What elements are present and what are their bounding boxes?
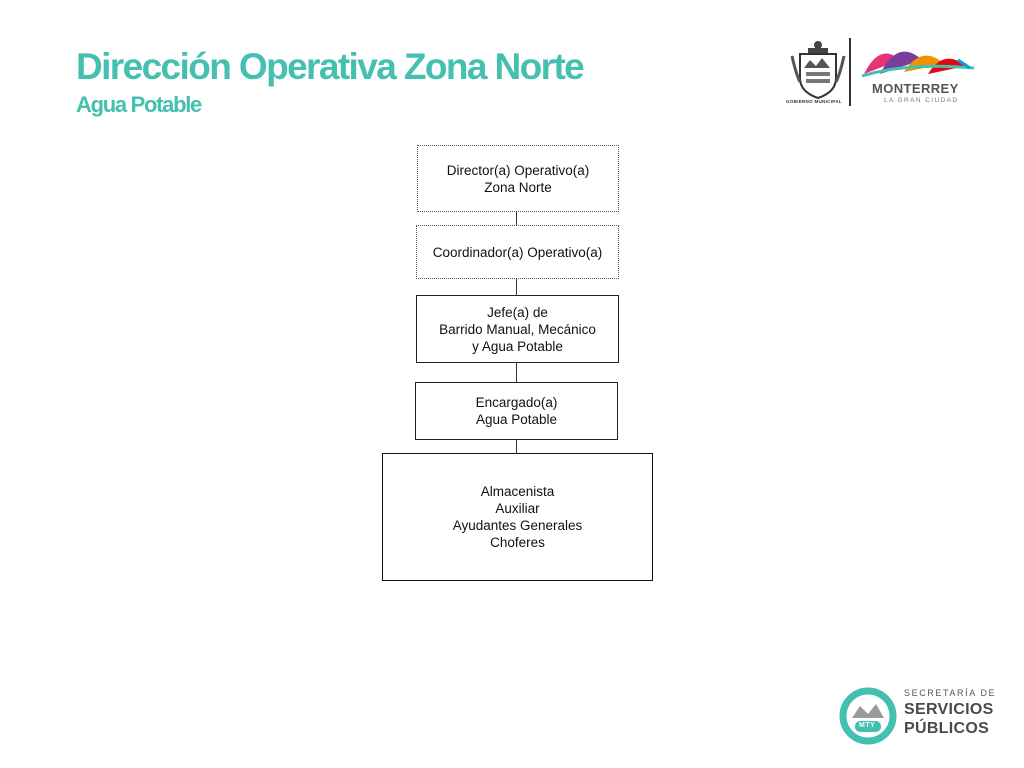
org-node-director	[417, 145, 619, 212]
servicios-label: SERVICIOS	[904, 701, 994, 718]
secretaria-label: SECRETARÍA DE	[904, 688, 997, 698]
org-node-encargado	[415, 382, 618, 440]
publicos-label: PÚBLICOS	[904, 720, 990, 737]
page-subtitle: Agua Potable	[76, 92, 201, 117]
node-line: Coordinador(a) Operativo(a)	[432, 244, 603, 260]
org-node-personal	[382, 453, 653, 581]
servicios-publicos-logo	[838, 684, 1008, 748]
connector-jefe-encargado	[516, 362, 517, 382]
page-title: Dirección Operativa Zona Norte	[76, 46, 584, 87]
city-name: MONTERREY	[872, 81, 959, 96]
connector-coordinador-jefe	[516, 278, 517, 296]
node-line: Barrido Manual, Mecánico	[439, 321, 596, 337]
node-line: Auxiliar	[495, 501, 540, 516]
node-line: Zona Norte	[484, 179, 552, 195]
connector-encargado-personal	[516, 439, 517, 454]
node-line: Almacenista	[480, 484, 555, 499]
city-tagline: LA GRAN CIUDAD	[884, 97, 959, 104]
logo-divider	[849, 38, 851, 106]
node-line: Jefe(a) de	[487, 304, 548, 320]
org-node-jefe	[416, 295, 619, 363]
node-line: Director(a) Operativo(a)	[446, 162, 590, 178]
node-line: Choferes	[490, 535, 545, 550]
connector-director-coordinador	[516, 211, 517, 225]
node-line: Encargado(a)	[475, 395, 558, 410]
monterrey-mountains-icon	[858, 38, 978, 78]
mty-badge-label: MTY	[859, 722, 876, 729]
org-node-coordinador	[416, 225, 619, 279]
node-line: Agua Potable	[475, 412, 558, 427]
mty-badge-icon	[838, 686, 898, 746]
coat-of-arms-icon	[788, 38, 848, 104]
node-line: y Agua Potable	[472, 338, 563, 354]
municipal-logo	[784, 36, 984, 110]
seal-caption: GOBIERNO MUNICIPAL	[786, 99, 842, 104]
node-line: Ayudantes Generales	[452, 518, 583, 533]
